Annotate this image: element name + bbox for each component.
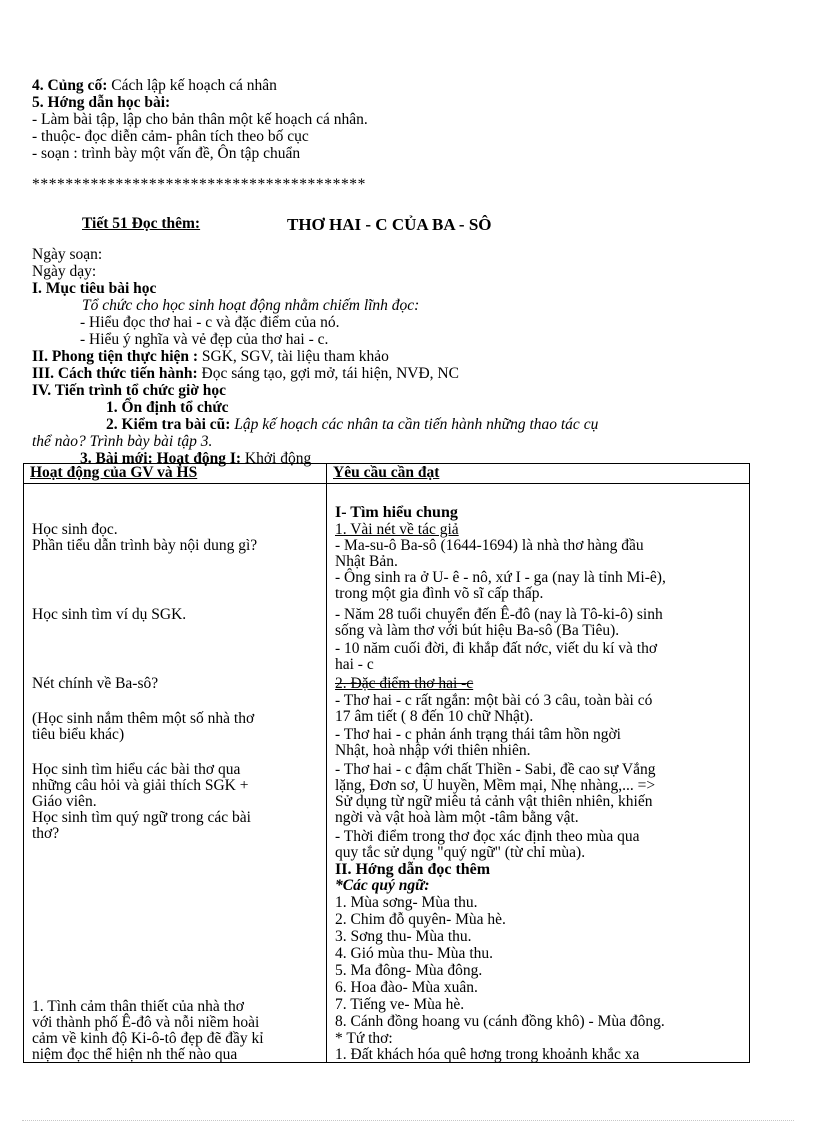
- right-cell: [327, 484, 750, 1063]
- content-text: quy tắc sử dụng "quý ngữ" (từ chỉ mùa).: [335, 844, 586, 861]
- content-text: Nhật, hoà nhập với thiên nhiên.: [335, 742, 531, 759]
- method-text: Đọc sáng tạo, gợi mở, tái hiện, NVĐ, NC: [197, 365, 459, 382]
- guide-heading: 5. Hớng dẫn học bài:: [32, 94, 171, 111]
- content-text: - 10 năm cuối đời, đi khắp đất nớc, viết du kí và thơ: [335, 640, 658, 657]
- subsection-heading: 1. Vài nét về tác giả: [335, 521, 459, 538]
- content-text: - Ma-su-ô Ba-sô (1644-1694) là nhà thơ hàng đầu: [335, 537, 644, 554]
- content-text: 17 âm tiết ( 8 đến 10 chữ Nhật).: [335, 708, 534, 725]
- activity-text: với thành phố Ê-đô và nỗi niềm hoài: [32, 1014, 260, 1031]
- guide-item: - soạn : trình bày một vấn đề, Ôn tập chuẩn: [32, 145, 301, 162]
- poem-title: THƠ HAI - C CỦA BA - SÔ: [287, 215, 492, 234]
- step-2-text: Lập kế hoạch các nhân ta cần tiến hành những thao tác cụ: [230, 416, 599, 433]
- list-item: 6. Hoa đào- Mùa xuân.: [335, 979, 478, 996]
- table-row: [24, 484, 750, 1063]
- goals-intro: Tổ chức cho học sinh hoạt động nhằm chiếm lĩnh đọc:: [82, 297, 420, 314]
- table-header-row: [24, 464, 750, 484]
- list-item: 8. Cánh đồng hoang vu (cánh đồng khô) - Mùa đông.: [335, 1013, 665, 1030]
- means-label: II. Phong tiện thực hiện :: [32, 348, 199, 365]
- activity-text: Học sinh đọc.: [32, 521, 118, 538]
- list-item: 5. Ma đông- Mùa đông.: [335, 962, 483, 979]
- goals-heading: I. Mục tiêu bài học: [32, 280, 157, 297]
- prep-date: Ngày soạn:: [32, 246, 103, 263]
- goal-item: - Hiểu đọc thơ hai - c và đặc điểm của nó.: [80, 314, 340, 331]
- activity-text: những câu hỏi và giải thích SGK +: [32, 777, 249, 794]
- page-bottom-divider: [22, 1120, 794, 1121]
- activity-text: Học sinh tìm hiểu các bài thơ qua: [32, 761, 241, 778]
- activity-text: Giáo viên.: [32, 793, 97, 810]
- section-heading: II. Hớng dẫn đọc thêm: [335, 861, 491, 878]
- activity-text: cảm về kinh độ Ki-ô-tô đẹp đẽ đầy kỉ: [32, 1030, 264, 1047]
- consolidate-text: Cách lập kế hoạch cá nhân: [107, 77, 277, 94]
- themes-heading: * Tứ thơ:: [335, 1030, 393, 1047]
- seasonal-words-heading: *Các quý ngữ:: [335, 877, 430, 894]
- content-text: - Thời điểm trong thơ đọc xác định theo mùa qua: [335, 828, 640, 845]
- means-text: SGK, SGV, tài liệu tham khảo: [198, 348, 389, 365]
- goal-item: - Hiểu ý nghĩa và vẻ đẹp của thơ hai - c.: [80, 331, 329, 348]
- process-heading: IV. Tiến trình tổ chức giờ học: [32, 382, 227, 399]
- list-item: 7. Tiếng ve- Mùa hè.: [335, 996, 465, 1013]
- content-text: 1. Đất khách hóa quê hơng trong khoảnh khắc xa: [335, 1046, 640, 1062]
- lesson-title-row: [82, 215, 492, 234]
- col-right-header: Yêu cầu cần đạt: [327, 464, 750, 484]
- lesson-table: [23, 463, 750, 1063]
- list-item: 3. Sơng thu- Mùa thu.: [335, 928, 472, 945]
- teach-date: Ngày dạy:: [32, 263, 97, 280]
- step-2-label: 2. Kiểm tra bài cũ:: [106, 416, 231, 433]
- activity-text: Phần tiểu dẫn trình bày nội dung gì?: [32, 537, 258, 554]
- activity-text: thơ?: [32, 825, 60, 842]
- guide-item: - Làm bài tập, lập cho bản thân một kế hoạch cá nhân.: [32, 111, 368, 128]
- left-cell: [24, 484, 327, 1063]
- content-text: - Thơ hai - c phản ánh trạng thái tâm hồn ngời: [335, 726, 621, 743]
- step-2-continued: thể nào? Trình bày bài tập 3.: [32, 433, 213, 450]
- content-text: Sử dụng từ ngữ miêu tả cảnh vật thiên nhiên, khiến: [335, 793, 653, 810]
- content-text: Nhật Bản.: [335, 553, 398, 570]
- section-heading: I- Tìm hiểu chung: [335, 504, 458, 521]
- list-item: 1. Mùa sơng- Mùa thu.: [335, 894, 478, 911]
- content-text: ngời và vật hoà làm một -tâm bằng vật.: [335, 809, 579, 826]
- list-item: 4. Gió mùa thu- Mùa thu.: [335, 945, 493, 962]
- guide-item: - thuộc- đọc diễn cảm- phân tích theo bố cục: [32, 128, 309, 145]
- col-left-header: Hoạt động của GV và HS: [24, 464, 327, 484]
- subsection-heading: 2. Đặc điểm thơ hai -c: [335, 675, 474, 692]
- separator: ****************************************: [32, 176, 366, 193]
- step-3-text: Khởi động: [241, 450, 312, 467]
- content-text: sống và làm thơ với bút hiệu Ba-sô (Ba Tiêu).: [335, 622, 620, 639]
- consolidate-line: [32, 77, 277, 94]
- content-text: - Ông sinh ra ở U- ê - nô, xứ I - ga (nay là tỉnh Mi-ê),: [335, 569, 666, 586]
- method-label: III. Cách thức tiến hành:: [32, 365, 198, 382]
- list-item: 2. Chim đỗ quyên- Mùa hè.: [335, 911, 506, 928]
- step-2-line: [106, 416, 598, 433]
- content-text: lặng, Đơn sơ, U huyền, Mềm mại, Nhẹ nhàng,... =>: [335, 777, 656, 794]
- lesson-number: Tiết 51 Đọc thêm:: [82, 215, 201, 232]
- activity-text: niệm đọc thể hiện nh thế nào qua: [32, 1046, 238, 1062]
- step-3-label: 3. Bài mới: Hoạt động I:: [80, 450, 242, 467]
- method-line: [32, 365, 459, 382]
- content-text: trong một gia đình võ sĩ cấp thấp.: [335, 585, 544, 602]
- activity-text: tiêu biểu khác): [32, 726, 125, 743]
- content-text: - Thơ hai - c đậm chất Thiền - Sabi, đề cao sự Vắng: [335, 761, 656, 778]
- activity-text: 1. Tình cảm thân thiết của nhà thơ: [32, 998, 244, 1015]
- step-1: 1. Ổn định tổ chức: [106, 399, 229, 416]
- content-text: hai - c: [335, 656, 374, 673]
- consolidate-label: 4. Củng cố:: [32, 77, 108, 94]
- means-line: [32, 348, 389, 365]
- activity-text: Học sinh tìm ví dụ SGK.: [32, 606, 187, 623]
- activity-text: (Học sinh nắm thêm một số nhà thơ: [32, 710, 255, 727]
- activity-text: Học sinh tìm quý ngữ trong các bài: [32, 809, 251, 826]
- content-text: - Năm 28 tuổi chuyển đến Ê-đô (nay là Tô-ki-ô) sinh: [335, 606, 663, 623]
- content-text: - Thơ hai - c rất ngắn: một bài có 3 câu, toàn bài có: [335, 692, 653, 709]
- activity-text: Nét chính về Ba-sô?: [32, 675, 159, 692]
